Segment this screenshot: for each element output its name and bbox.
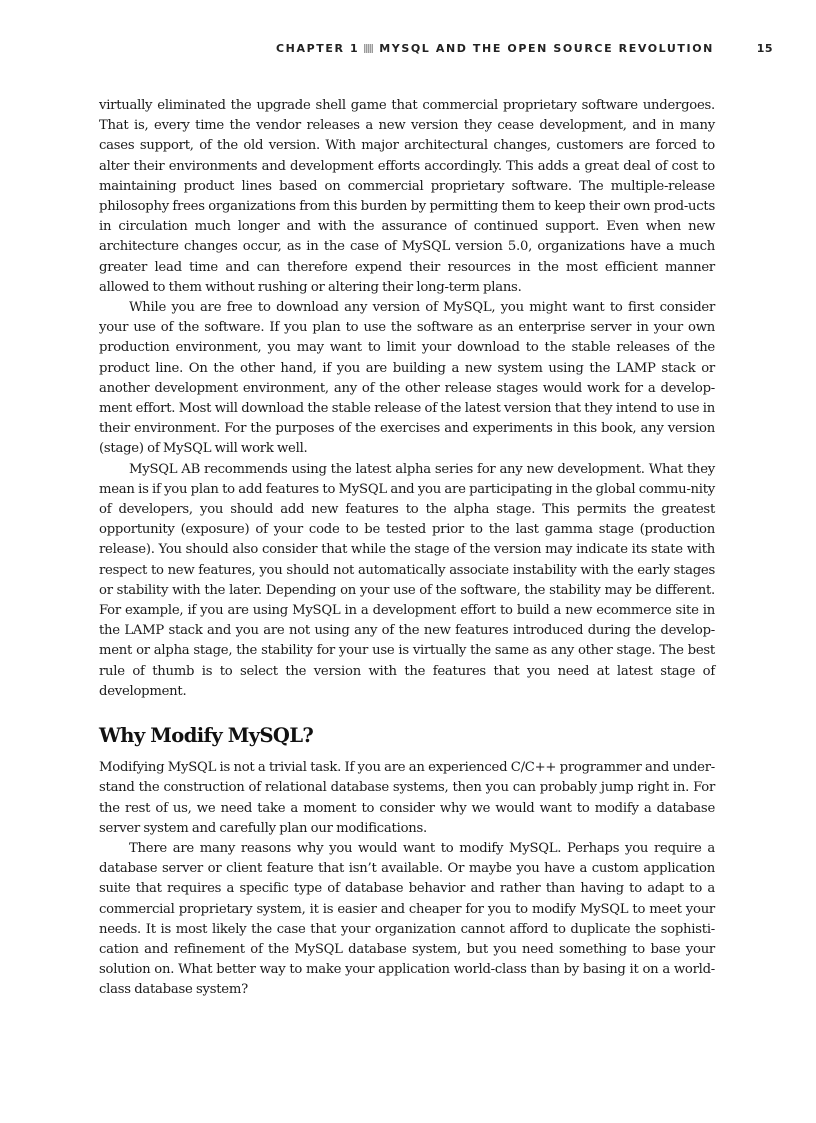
paragraph-continued: virtually eliminated the upgrade shell game that commercial proprietary software undergoes. That is, every time the vendor releases a new version they cease development, and in many cases support, of the old version. With major architectural changes, customers are forced to alter their environments and development efforts accordingly. This adds a great deal of cost to maintaining product lines based on commercial proprietary software. The multiple-release philosophy frees organizations from this burden by permitting them to keep their own prod-ucts in circulation much longer and with the assurance of continued support. Even when new architecture changes occur, as in the case of MySQL version 5.0, organizations have a much greater lead time and can therefore expend their resources in the most efficient manner allowed to them without rushing or altering their long-term plans. <box>99 98 715 295</box>
chapter-title: MYSQL AND THE OPEN SOURCE REVOLUTION <box>379 42 714 55</box>
paragraph-modifying-mysql: Modifying MySQL is not a trivial task. If you are an experienced C/C++ programmer and under-stand the construction of relational database systems, then you can probably jump right in. For the rest of us, we need take a moment to consider why we would want to modify a database server system and carefully plan our modifications. <box>99 760 715 836</box>
separator-square-icon <box>364 44 373 53</box>
running-header <box>0 42 816 58</box>
page-content <box>99 96 715 1001</box>
chapter-heading <box>276 42 714 55</box>
chapter-label: CHAPTER 1 <box>275 42 360 55</box>
paragraph-download-version: While you are free to download any version of MySQL, you might want to first consider your use of the software. If you plan to use the software as an enterprise server in your own production environment, you may want to limit your download to the stable releases of the product line. On the other hand, if you are building a new system using the LAMP stack or another development environment, any of the other release stages would work for a develop-ment effort. Most will download the stable release of the latest version that they intend to use in their environment. For the purposes of the exercises and experiments in this book, any version (stage) of MySQL will work well. <box>99 300 715 457</box>
page-number: 15 <box>756 42 773 55</box>
paragraph-reasons: There are many reasons why you would want to modify MySQL. Perhaps you require a database server or client feature that isn’t available. Or maybe you have a custom application suite that requires a specific type of database behavior and rather than having to adapt to a commercial proprietary system, it is easier and cheaper for you to modify MySQL to meet your needs. It is most likely the case that your organization cannot afford to duplicate the sophisti-cation and refinement of the MySQL database system, but you need something to base your solution on. What better way to make your application world-class than by basing it on a world-class database system? <box>99 840 715 998</box>
section-heading: Why Modify MySQL? <box>99 724 314 748</box>
paragraph-alpha-series: MySQL AB recommends using the latest alpha series for any new development. What they mean is if you plan to add features to MySQL and you are participating in the global commu-nity of developers, you should add new features to the alpha stage. This permits the greatest opportunity (exposure) of your code to be tested prior to the last gamma stage (production release). You should also consider that while the stage of the version may indicate its state with respect to new features, you should not automatically associate instability with the early stages or stability with the later. Depending on your use of the software, the stability may be different. For example, if you are using MySQL in a development effort to build a new ecommerce site in the LAMP stack and you are not using any of the new features introduced during the develop-ment or alpha stage, the stability for your use is virtually the same as any other stage. The best rule of thumb is to select the version with the features that you need at latest stage of development. <box>99 461 715 699</box>
